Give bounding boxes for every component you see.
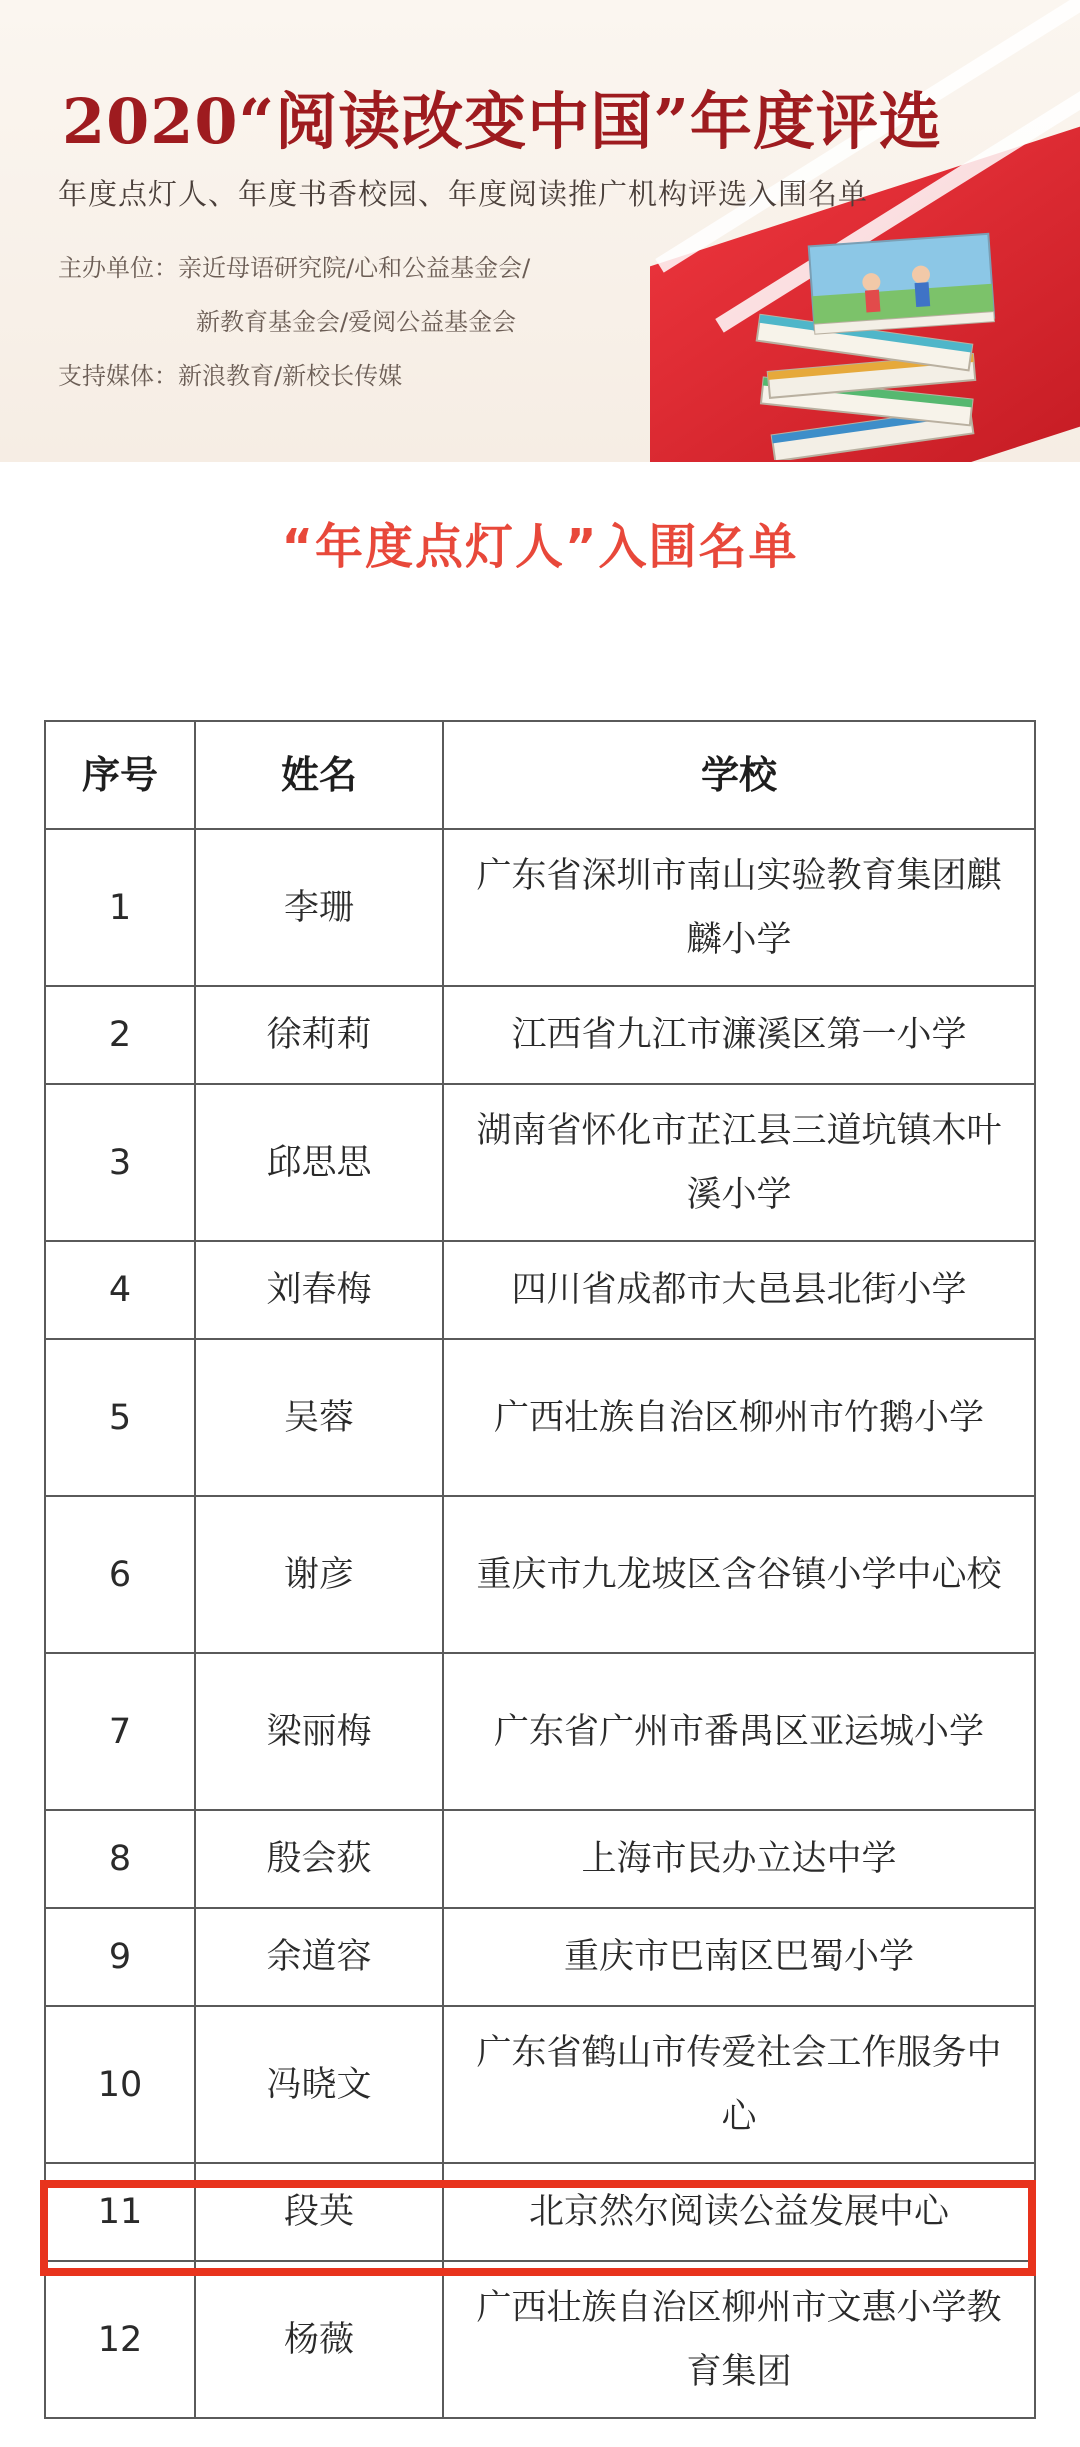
- table-row: [45, 986, 1035, 1084]
- row-name: 邱思思: [195, 1084, 443, 1241]
- table-row-highlighted: [45, 2163, 1035, 2261]
- banner-title: 2020“阅读改变中国”年度评选: [62, 85, 942, 158]
- banner-media: 支持媒体：新浪教育/新校长传媒: [58, 362, 403, 390]
- table-row: [45, 829, 1035, 986]
- row-school: 广西壮族自治区柳州市文惠小学教育集团: [443, 2261, 1035, 2418]
- row-name: 余道容: [195, 1908, 443, 2006]
- column-header-name: 姓名: [195, 721, 443, 829]
- row-name: 梁丽梅: [195, 1653, 443, 1810]
- row-school: 广东省深圳市南山实验教育集团麒麟小学: [443, 829, 1035, 986]
- table-row: [45, 2006, 1035, 2163]
- row-name: 段英: [195, 2163, 443, 2261]
- row-name: 杨薇: [195, 2261, 443, 2418]
- row-school: 四川省成都市大邑县北街小学: [443, 1241, 1035, 1339]
- row-number: 2: [45, 986, 195, 1084]
- row-number: 11: [45, 2163, 195, 2261]
- table-row: [45, 1241, 1035, 1339]
- book-stack-illustration: [752, 230, 1012, 460]
- table-row: [45, 1339, 1035, 1496]
- row-name: 谢彦: [195, 1496, 443, 1653]
- table-header-row: [45, 721, 1035, 829]
- table-row: [45, 1810, 1035, 1908]
- row-name: 殷会荻: [195, 1810, 443, 1908]
- row-number: 10: [45, 2006, 195, 2163]
- row-name: 李珊: [195, 829, 443, 986]
- row-number: 3: [45, 1084, 195, 1241]
- row-number: 9: [45, 1908, 195, 2006]
- row-name: 冯晓文: [195, 2006, 443, 2163]
- row-number: 12: [45, 2261, 195, 2418]
- column-header-school: 学校: [443, 721, 1035, 829]
- table-row: [45, 2261, 1035, 2418]
- row-school: 湖南省怀化市芷江县三道坑镇木叶溪小学: [443, 1084, 1035, 1241]
- row-school: 广西壮族自治区柳州市竹鹅小学: [443, 1339, 1035, 1496]
- row-school: 重庆市巴南区巴蜀小学: [443, 1908, 1035, 2006]
- table-row: [45, 1496, 1035, 1653]
- row-name: 吴蓉: [195, 1339, 443, 1496]
- row-number: 7: [45, 1653, 195, 1810]
- row-school: 江西省九江市濂溪区第一小学: [443, 986, 1035, 1084]
- table-row: [45, 1084, 1035, 1241]
- row-school: 广东省鹤山市传爱社会工作服务中心: [443, 2006, 1035, 2163]
- row-name: 刘春梅: [195, 1241, 443, 1339]
- row-number: 5: [45, 1339, 195, 1496]
- event-banner: [0, 0, 1080, 462]
- row-number: 8: [45, 1810, 195, 1908]
- row-school: 重庆市九龙坡区含谷镇小学中心校: [443, 1496, 1035, 1653]
- row-number: 6: [45, 1496, 195, 1653]
- table-row: [45, 1908, 1035, 2006]
- banner-organizers-line1: 主办单位：亲近母语研究院/心和公益基金会/: [58, 254, 531, 282]
- table-row: [45, 1653, 1035, 1810]
- row-school: 广东省广州市番禺区亚运城小学: [443, 1653, 1035, 1810]
- banner-organizers-line2: 新教育基金会/爱阅公益基金会: [196, 308, 517, 336]
- column-header-number: 序号: [45, 721, 195, 829]
- row-number: 4: [45, 1241, 195, 1339]
- row-school: 上海市民办立达中学: [443, 1810, 1035, 1908]
- row-school: 北京然尔阅读公益发展中心: [443, 2163, 1035, 2261]
- row-name: 徐莉莉: [195, 986, 443, 1084]
- nominees-table: [44, 720, 1036, 2419]
- banner-subtitle: 年度点灯人、年度书香校园、年度阅读推广机构评选入围名单: [58, 177, 869, 211]
- list-title: “年度点灯人”入围名单: [281, 519, 799, 575]
- row-number: 1: [45, 829, 195, 986]
